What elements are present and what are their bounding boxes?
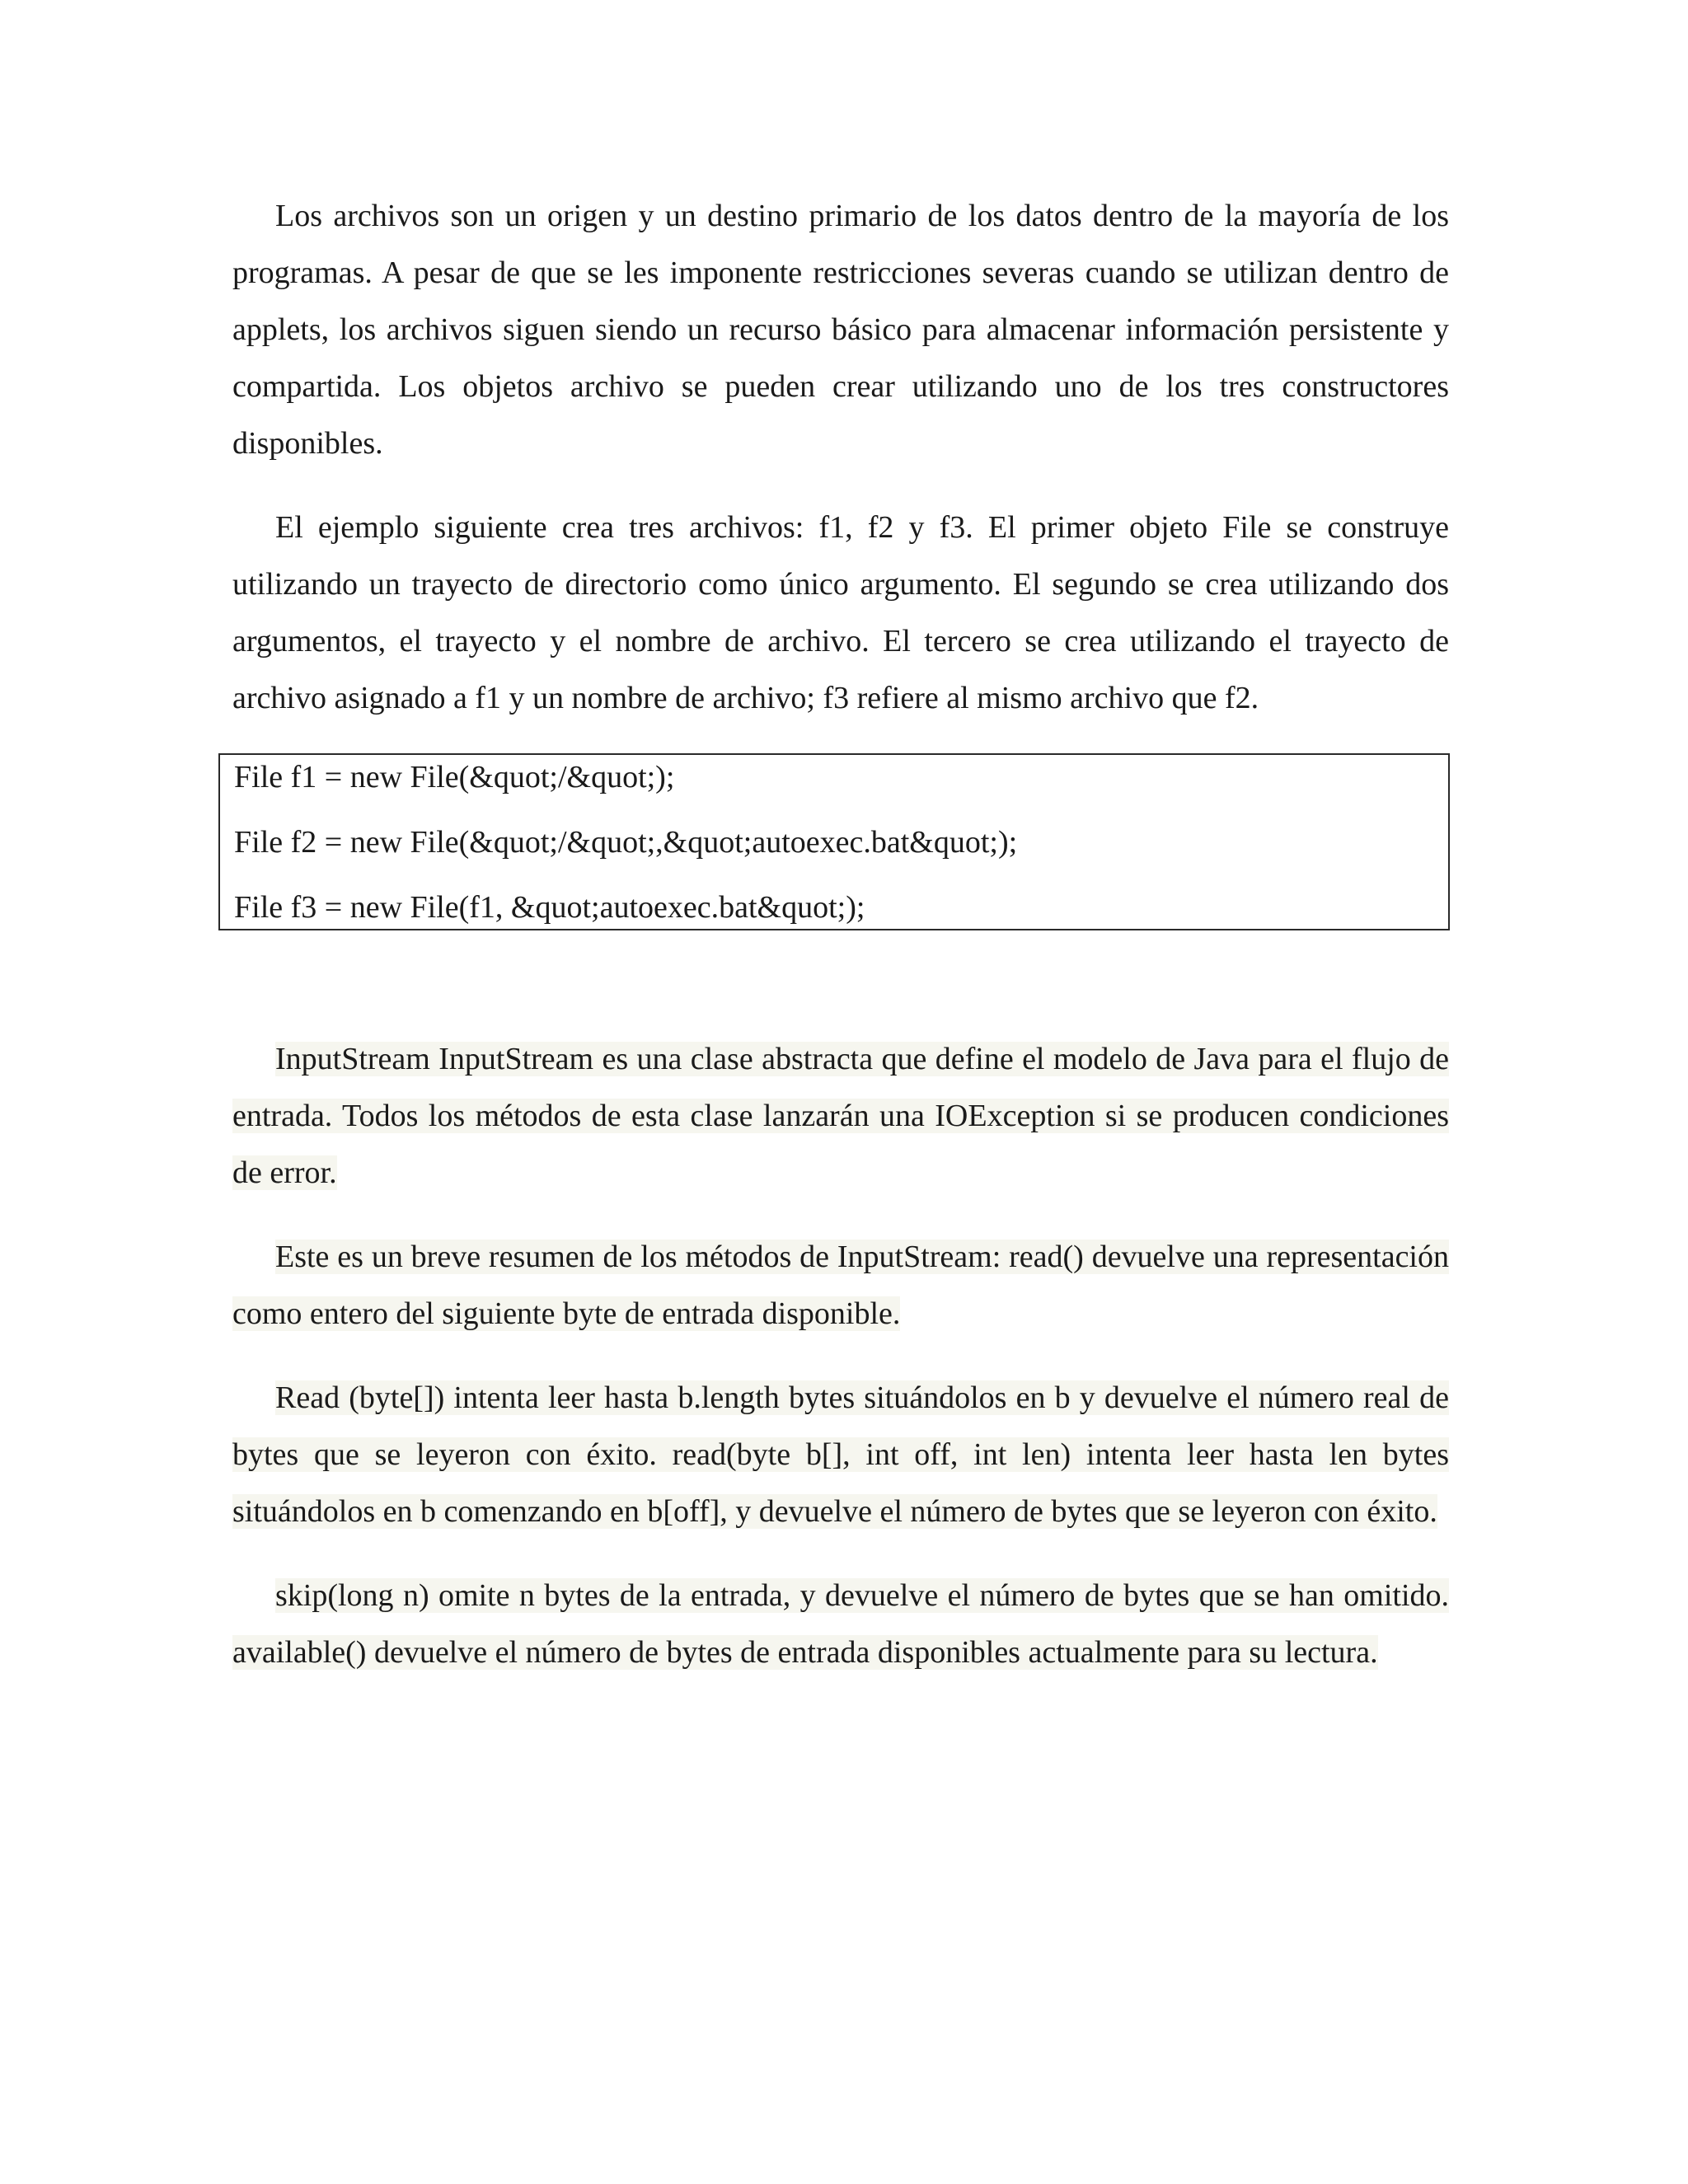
highlighted-text: Read (byte[]) intenta leer hasta b.length bytes situándolos en b y devuelve el número real de bytes que se leyeron con éxito. read(byte b[], int off, int len) intenta leer hasta len bytes situándolos en b comenzando en b[off], y devuelve el número de bytes que se leyeron con éxito. [232,1380,1449,1529]
highlighted-text: Este es un breve resumen de los métodos de InputStream: read() devuelve una representación como entero del siguiente byte de entrada disponible. [232,1240,1449,1331]
paragraph-file-example: El ejemplo siguiente crea tres archivos: f1, f2 y f3. El primer objeto File se construye utilizando un trayecto de directorio como único argumento. El segundo se crea utilizando dos argumentos, el trayecto y el nombre de archivo. El tercero se crea utilizando el trayecto de archivo asignado a f1 y un nombre de archivo; f3 refiere al mismo archivo que f2. [232,510,1449,715]
code-line-f3: File f3 = new File(f1, &quot;autoexec.bat&quot;); [234,890,865,925]
highlighted-text: InputStream InputStream es una clase abstracta que define el modelo de Java para el flujo de entrada. Todos los métodos de esta clase lanzarán una IOException si se producen condiciones de error. [232,1042,1449,1190]
paragraph-inputstream-definition [232,1031,1449,1202]
code-line-f2: File f2 = new File(&quot;/&quot;,&quot;autoexec.bat&quot;); [234,825,1018,860]
paragraph-inputstream-summary [232,1229,1449,1343]
code-line-f1: File f1 = new File(&quot;/&quot;); [234,760,675,794]
code-block [218,753,1450,930]
inputstream-section [232,1031,1449,1681]
paragraph-files-intro: Los archivos son un origen y un destino primario de los datos dentro de la mayoría de los programas. A pesar de que se les imponente restricciones severas cuando se utilizan dentro de applets, los archivos siguen siendo un recurso básico para almacenar información persistente y compartida. Los objetos archivo se pueden crear utilizando uno de los tres constructores disponibles. [232,199,1449,461]
paragraph-skip-available [232,1568,1449,1681]
highlighted-text: skip(long n) omite n bytes de la entrada, y devuelve el número de bytes que se han omitido. available() devuelve el número de bytes de entrada disponibles actualmente para su lectura. [232,1578,1449,1670]
page-body [232,188,1449,1681]
paragraph-read-methods [232,1370,1449,1540]
